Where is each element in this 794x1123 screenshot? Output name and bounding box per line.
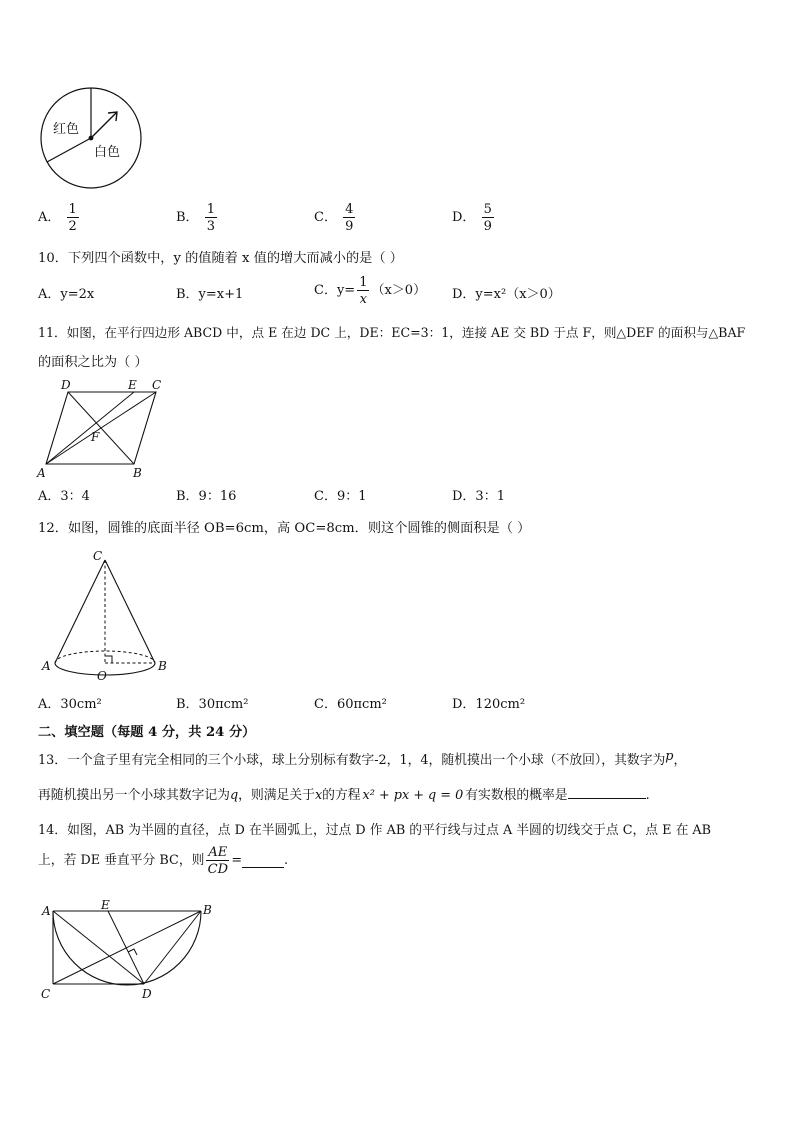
label-C: C bbox=[41, 987, 51, 1001]
fraction: $\frac{5}{9}$ bbox=[483, 202, 492, 234]
q12-option-b[interactable]: B．30πcm² bbox=[176, 697, 249, 712]
q12-stem: 12．如图，圆锥的底面半径 OB=6cm，高 OC=8cm．则这个圆锥的侧面积是（ ） bbox=[38, 521, 531, 536]
q11-stem-line1: 11．如图，在平行四边形 ABCD 中，点 E 在边 DC 上，DE：EC=3：1，连接 AE 交 BD 于点 F，则△DEF 的面积与△BAF bbox=[38, 325, 746, 340]
label-C: C bbox=[93, 549, 103, 563]
q10-option-b[interactable]: B．y=x+1 bbox=[176, 287, 244, 302]
q11-stem-line2: 的面积之比为（ ） bbox=[38, 355, 148, 370]
q10-option-a[interactable]: A．y=2x bbox=[38, 287, 95, 302]
q9-option-b[interactable]: B． $\frac{1}{3}$ bbox=[176, 202, 215, 234]
fraction: $\frac{AE}{CD}$ bbox=[207, 845, 229, 877]
label-E: E bbox=[101, 898, 110, 912]
label-A: A bbox=[37, 466, 46, 480]
q12-option-a[interactable]: A．30cm² bbox=[38, 697, 102, 712]
q9-option-d[interactable]: D． $\frac{5}{9}$ bbox=[452, 202, 492, 234]
label-E: E bbox=[128, 378, 137, 392]
fraction: $\frac{1}{2}$ bbox=[68, 202, 77, 234]
q11-option-a[interactable]: A．3：4 bbox=[38, 489, 90, 504]
q10-option-c[interactable]: C．y= $\frac{1}{x}$ （x＞0） bbox=[314, 275, 427, 307]
label-F: F bbox=[91, 430, 100, 444]
label-C: C bbox=[152, 378, 162, 392]
q11-option-b[interactable]: B．9：16 bbox=[176, 489, 237, 504]
fraction: $\frac{1}{3}$ bbox=[206, 202, 215, 234]
cone-figure bbox=[38, 546, 172, 686]
q11-option-c[interactable]: C．9：1 bbox=[314, 489, 367, 504]
parallelogram-figure bbox=[36, 376, 166, 480]
fraction: $\frac{1}{x}$ bbox=[359, 275, 368, 307]
label-B: B bbox=[158, 659, 167, 673]
label-O: O bbox=[97, 669, 107, 683]
equation: x² + px + q = 0 bbox=[362, 788, 464, 803]
q13-line1: 13．一个盒子里有完全相同的三个小球，球上分别标有数字-2，1，4，随机摸出一个小球（不放回），其数字为p， bbox=[38, 749, 687, 768]
section-title: 二、填空题（每题 4 分，共 24 分） bbox=[38, 725, 256, 740]
label-D: D bbox=[61, 378, 71, 392]
q10-stem: 10．下列四个函数中，y 的值随着 x 值的增大而减小的是（ ） bbox=[38, 251, 403, 266]
q10-option-d[interactable]: D．y=x²（x＞0） bbox=[452, 287, 561, 302]
q12-option-d[interactable]: D．120cm² bbox=[452, 697, 526, 712]
spinner-label-white: 白色 bbox=[94, 145, 121, 160]
spinner-label-red: 红色 bbox=[53, 122, 80, 137]
spinner-figure bbox=[38, 86, 146, 194]
fraction: $\frac{4}{9}$ bbox=[345, 202, 354, 234]
answer-blank[interactable] bbox=[242, 855, 284, 868]
semicircle-figure bbox=[38, 898, 218, 1008]
q9-option-c[interactable]: C． $\frac{4}{9}$ bbox=[314, 202, 354, 234]
label-A: A bbox=[42, 659, 51, 673]
label-B: B bbox=[203, 903, 212, 917]
q14-line1: 14．如图，AB 为半圆的直径，点 D 在半圆弧上，过点 D 作 AB 的平行线与过点 A 半圆的切线交于点 C，点 E 在 AB bbox=[38, 823, 712, 838]
q11-option-d[interactable]: D．3：1 bbox=[452, 489, 505, 504]
q12-option-c[interactable]: C．60πcm² bbox=[314, 697, 387, 712]
q14-line2: 上，若 DE 垂直平分 BC，则 $\frac{AE}{CD}$ = . bbox=[38, 845, 289, 877]
answer-blank[interactable] bbox=[568, 786, 646, 799]
label-D: D bbox=[142, 987, 152, 1001]
q13-line2: 再随机摸出另一个小球其数字记为q，则满足关于x的方程 x² + px + q = 0 有实数根的概率是 . bbox=[38, 788, 650, 803]
q9-option-a[interactable]: A． $\frac{1}{2}$ bbox=[38, 202, 77, 234]
label-A: A bbox=[42, 904, 51, 918]
label-B: B bbox=[133, 466, 142, 480]
